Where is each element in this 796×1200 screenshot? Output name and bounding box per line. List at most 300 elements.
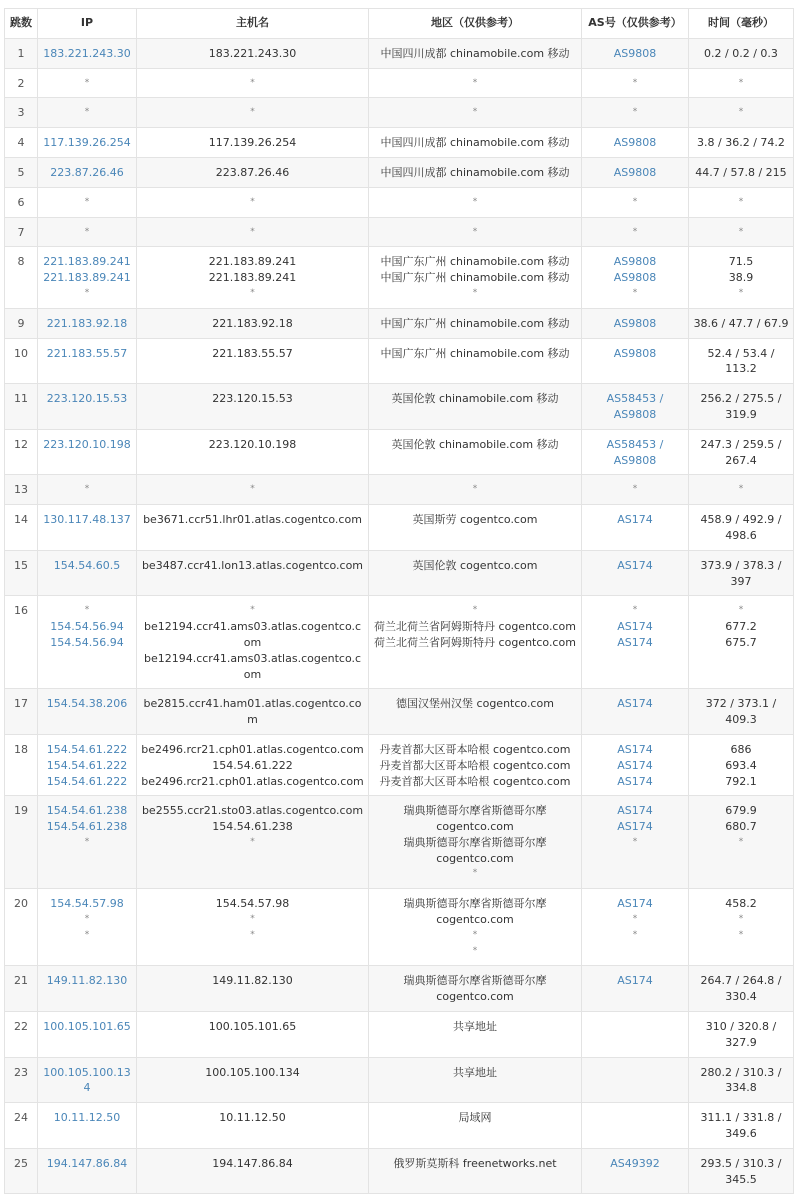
region-cell [369, 689, 582, 735]
hostname-cell [137, 889, 369, 966]
as-cell [582, 429, 689, 475]
ip-link[interactable]: 154.54.38.206 [46, 697, 128, 711]
hostname-cell [137, 1012, 369, 1058]
no-response-marker: * [472, 196, 478, 207]
as-link[interactable]: AS49392 [610, 1156, 660, 1170]
ip-link[interactable]: 130.117.48.137 [43, 513, 131, 527]
host-text: 117.139.26.254 [208, 136, 297, 150]
hop-cell: 21 [5, 966, 38, 1012]
time-cell [689, 550, 794, 596]
time-cell [689, 1148, 794, 1194]
table-row [5, 128, 794, 158]
ip-link[interactable]: 154.54.56.94 [50, 635, 124, 649]
hop-cell: 10 [5, 338, 38, 384]
as-link[interactable]: AS174 [617, 620, 653, 634]
header-ip: IP [38, 9, 137, 39]
hop-cell: 24 [5, 1103, 38, 1149]
hop-cell: 14 [5, 505, 38, 551]
no-response-marker: * [632, 914, 638, 925]
hostname-cell [137, 1148, 369, 1194]
ip-link[interactable]: 154.54.61.222 [46, 758, 128, 772]
hop-cell: 13 [5, 475, 38, 505]
hop-cell: 9 [5, 308, 38, 338]
as-cell [582, 505, 689, 551]
table-row [5, 217, 794, 247]
hostname-cell [137, 1103, 369, 1149]
table-row [5, 796, 794, 889]
header-hop: 跳数 [5, 9, 38, 39]
hop-cell: 12 [5, 429, 38, 475]
region-text: 中国广东广州 chinamobile.com 移动 [380, 316, 570, 330]
region-text: 中国四川成都 chinamobile.com 移动 [380, 136, 570, 150]
hop-cell: 7 [5, 217, 38, 247]
hop-cell: 16 [5, 596, 38, 689]
no-response-marker: * [84, 914, 90, 925]
region-text: 中国广东广州 chinamobile.com 移动 [380, 346, 570, 360]
region-cell [369, 157, 582, 187]
no-response-marker: * [472, 77, 478, 88]
time-text: 693.4 [725, 758, 757, 772]
traceroute-table-container [4, 8, 793, 1194]
no-response-marker: * [84, 484, 90, 495]
hop-cell: 19 [5, 796, 38, 889]
time-text: 458.2 [725, 897, 757, 911]
time-cell [689, 308, 794, 338]
table-row [5, 68, 794, 98]
host-text: 223.120.15.53 [212, 392, 293, 406]
no-response-marker: * [632, 287, 638, 298]
no-response-marker: * [250, 929, 255, 940]
table-row [5, 98, 794, 128]
ip-link[interactable]: 117.139.26.254 [43, 136, 131, 150]
hop-cell: 2 [5, 68, 38, 98]
hop-cell: 20 [5, 889, 38, 966]
ip-link[interactable]: 223.120.10.198 [43, 437, 131, 451]
ip-link[interactable]: 10.11.12.50 [53, 1111, 121, 1125]
host-text: 149.11.82.130 [212, 974, 293, 988]
no-response-marker: * [250, 287, 255, 298]
ip-link[interactable]: 149.11.82.130 [46, 974, 128, 988]
region-text: 中国四川成都 chinamobile.com 移动 [380, 46, 570, 60]
ip-link[interactable]: 154.54.61.222 [46, 742, 128, 756]
time-cell [689, 157, 794, 187]
time-text: 256.2 / 275.5 / 319.9 [700, 392, 782, 421]
ip-cell [38, 384, 137, 430]
host-text: 221.183.92.18 [212, 316, 293, 330]
region-cell [369, 338, 582, 384]
hop-cell: 1 [5, 38, 38, 68]
region-cell [369, 98, 582, 128]
ip-cell [38, 68, 137, 98]
as-link[interactable]: AS174 [617, 758, 653, 772]
table-row [5, 596, 794, 689]
hostname-cell [137, 505, 369, 551]
time-text: 293.5 / 310.3 / 345.5 [700, 1156, 782, 1186]
hostname-cell [137, 98, 369, 128]
table-body [5, 38, 794, 1194]
region-cell [369, 308, 582, 338]
as-cell [582, 734, 689, 795]
ip-cell [38, 1103, 137, 1149]
ip-link[interactable]: 100.105.100.134 [43, 1065, 131, 1095]
hostname-cell [137, 157, 369, 187]
region-cell [369, 38, 582, 68]
as-cell [582, 338, 689, 384]
region-text: 瑞典斯德哥尔摩省斯德哥尔摩 cogentco.com [403, 897, 547, 927]
ip-link[interactable]: 223.120.15.53 [46, 392, 128, 406]
hop-cell: 8 [5, 247, 38, 308]
header-hostname: 主机名 [137, 9, 369, 39]
time-text: 264.7 / 264.8 / 330.4 [700, 974, 782, 1004]
time-text: 247.3 / 259.5 / 267.4 [700, 437, 782, 467]
time-text: 44.7 / 57.8 / 215 [695, 165, 787, 179]
as-cell [582, 1012, 689, 1058]
hop-cell: 25 [5, 1148, 38, 1194]
region-cell [369, 505, 582, 551]
no-response-marker: * [84, 929, 90, 940]
as-cell [582, 187, 689, 217]
hop-cell: 5 [5, 157, 38, 187]
ip-cell [38, 889, 137, 966]
ip-cell [38, 1057, 137, 1103]
host-text: 223.120.10.198 [208, 437, 297, 451]
time-text: 3.8 / 36.2 / 74.2 [697, 136, 785, 150]
time-cell [689, 98, 794, 128]
time-text: 675.7 [725, 635, 757, 649]
no-response-marker: * [472, 605, 478, 616]
hostname-cell [137, 550, 369, 596]
hostname-cell [137, 689, 369, 735]
as-cell [582, 1103, 689, 1149]
region-text: 英国伦敦 chinamobile.com 移动 [391, 392, 559, 406]
time-cell [689, 247, 794, 308]
ip-link[interactable]: 154.54.61.238 [46, 820, 128, 834]
region-text: 德国汉堡州汉堡 cogentco.com [396, 697, 554, 711]
no-response-marker: * [738, 226, 744, 237]
as-link[interactable]: AS58453 / AS9808 [606, 437, 664, 467]
host-text: 154.54.57.98 [215, 897, 290, 911]
as-cell [582, 1148, 689, 1194]
ip-link[interactable]: 100.105.101.65 [43, 1020, 131, 1034]
as-link[interactable]: AS9808 [613, 316, 657, 330]
as-cell [582, 157, 689, 187]
no-response-marker: * [84, 605, 90, 616]
time-text: 280.2 / 310.3 / 334.8 [700, 1065, 782, 1095]
region-cell [369, 1012, 582, 1058]
as-link[interactable]: AS174 [617, 558, 653, 572]
region-cell [369, 475, 582, 505]
no-response-marker: * [472, 868, 478, 879]
hop-cell: 23 [5, 1057, 38, 1103]
time-text: 373.9 / 378.3 / 397 [700, 558, 782, 588]
hostname-cell [137, 308, 369, 338]
no-response-marker: * [738, 287, 744, 298]
table-row [5, 308, 794, 338]
no-response-marker: * [84, 196, 90, 207]
no-response-marker: * [250, 226, 255, 237]
region-text: 瑞典斯德哥尔摩省斯德哥尔摩 cogentco.com [403, 835, 547, 865]
time-cell [689, 429, 794, 475]
host-text: 221.183.89.241 [208, 255, 297, 269]
ip-link[interactable]: 221.183.89.241 [43, 271, 131, 285]
ip-link[interactable]: 194.147.86.84 [46, 1156, 128, 1170]
host-text: be2815.ccr41.ham01.atlas.cogentco.com [143, 697, 362, 727]
no-response-marker: * [738, 107, 744, 118]
as-link[interactable]: AS9808 [613, 165, 657, 179]
no-response-marker: * [250, 77, 255, 88]
time-cell [689, 384, 794, 430]
time-text: 311.1 / 331.8 / 349.6 [700, 1111, 782, 1141]
ip-link[interactable]: 154.54.57.98 [50, 897, 124, 911]
region-text: 丹麦首都大区哥本哈根 cogentco.com [379, 774, 571, 788]
host-text: 100.105.100.134 [205, 1065, 300, 1079]
table-row [5, 338, 794, 384]
no-response-marker: * [632, 605, 638, 616]
no-response-marker: * [632, 77, 638, 88]
host-text: 194.147.86.84 [212, 1156, 293, 1170]
no-response-marker: * [250, 605, 255, 616]
ip-link[interactable]: 221.183.92.18 [46, 316, 128, 330]
region-cell [369, 384, 582, 430]
host-text: be12194.ccr41.ams03.atlas.cogentco.com [143, 651, 362, 681]
time-text: 52.4 / 53.4 / 113.2 [707, 346, 775, 376]
host-text: 221.183.55.57 [212, 346, 293, 360]
region-cell [369, 68, 582, 98]
as-cell [582, 475, 689, 505]
header-region: 地区（仅供参考） [369, 9, 582, 39]
as-cell [582, 796, 689, 889]
region-cell [369, 128, 582, 158]
hop-cell: 11 [5, 384, 38, 430]
table-row [5, 157, 794, 187]
host-text: 154.54.61.222 [212, 758, 293, 772]
no-response-marker: * [472, 287, 478, 298]
host-text: 223.87.26.46 [215, 165, 290, 179]
region-cell [369, 596, 582, 689]
hostname-cell [137, 734, 369, 795]
hostname-cell [137, 338, 369, 384]
ip-cell [38, 1012, 137, 1058]
host-text: 183.221.243.30 [208, 46, 297, 60]
ip-cell [38, 734, 137, 795]
as-cell [582, 384, 689, 430]
traceroute-table [4, 8, 794, 1194]
region-text: 瑞典斯德哥尔摩省斯德哥尔摩 cogentco.com [403, 804, 547, 834]
host-text: be2555.ccr21.sto03.atlas.cogentco.com [141, 804, 364, 818]
no-response-marker: * [84, 836, 90, 847]
region-text: 英国伦敦 chinamobile.com 移动 [391, 437, 559, 451]
as-link[interactable]: AS9808 [613, 46, 657, 60]
ip-cell [38, 128, 137, 158]
as-link[interactable]: AS174 [617, 897, 653, 911]
table-row [5, 1103, 794, 1149]
hop-cell: 17 [5, 689, 38, 735]
ip-cell [38, 550, 137, 596]
hostname-cell [137, 38, 369, 68]
as-cell [582, 68, 689, 98]
table-header-row [5, 9, 794, 39]
no-response-marker: * [632, 226, 638, 237]
time-text: 0.2 / 0.2 / 0.3 [704, 46, 778, 60]
host-text: 154.54.61.238 [212, 820, 293, 834]
region-text: 俄罗斯莫斯科 freenetworks.net [393, 1156, 557, 1170]
hostname-cell [137, 429, 369, 475]
time-text: 38.6 / 47.7 / 67.9 [693, 316, 789, 330]
ip-link[interactable]: 154.54.56.94 [50, 620, 124, 634]
ip-link[interactable]: 154.54.61.238 [46, 804, 128, 818]
no-response-marker: * [250, 914, 255, 925]
hostname-cell [137, 1057, 369, 1103]
region-text: 荷兰北荷兰省阿姆斯特丹 cogentco.com [374, 635, 576, 649]
region-cell [369, 550, 582, 596]
table-row [5, 966, 794, 1012]
no-response-marker: * [738, 77, 744, 88]
no-response-marker: * [250, 836, 255, 847]
ip-link[interactable]: 223.87.26.46 [50, 165, 124, 179]
table-row [5, 384, 794, 430]
time-cell [689, 38, 794, 68]
no-response-marker: * [738, 605, 744, 616]
region-text: 瑞典斯德哥尔摩省斯德哥尔摩 cogentco.com [403, 974, 547, 1004]
time-cell [689, 1057, 794, 1103]
no-response-marker: * [738, 196, 744, 207]
as-link[interactable]: AS174 [617, 974, 653, 988]
as-cell [582, 98, 689, 128]
ip-cell [38, 247, 137, 308]
no-response-marker: * [84, 287, 90, 298]
hop-cell: 4 [5, 128, 38, 158]
time-text: 38.9 [728, 271, 754, 285]
region-text: 中国广东广州 chinamobile.com 移动 [380, 255, 570, 269]
table-row [5, 505, 794, 551]
as-cell [582, 308, 689, 338]
no-response-marker: * [632, 836, 638, 847]
hop-cell: 3 [5, 98, 38, 128]
region-text: 丹麦首都大区哥本哈根 cogentco.com [379, 742, 571, 756]
ip-cell [38, 338, 137, 384]
ip-cell [38, 596, 137, 689]
time-cell [689, 966, 794, 1012]
no-response-marker: * [738, 484, 744, 495]
as-cell [582, 889, 689, 966]
time-text: 372 / 373.1 / 409.3 [705, 697, 777, 727]
time-cell [689, 1103, 794, 1149]
time-cell [689, 889, 794, 966]
as-link[interactable]: AS58453 / AS9808 [606, 392, 664, 421]
as-link[interactable]: AS174 [617, 820, 653, 834]
hostname-cell [137, 68, 369, 98]
as-link[interactable]: AS9808 [613, 346, 657, 360]
table-row [5, 889, 794, 966]
hostname-cell [137, 966, 369, 1012]
hop-cell: 6 [5, 187, 38, 217]
as-cell [582, 596, 689, 689]
no-response-marker: * [84, 77, 90, 88]
ip-cell [38, 1148, 137, 1194]
no-response-marker: * [632, 196, 638, 207]
as-cell [582, 128, 689, 158]
time-text: 792.1 [725, 774, 757, 788]
time-text: 677.2 [725, 620, 757, 634]
as-link[interactable]: AS9808 [613, 255, 657, 269]
table-row [5, 429, 794, 475]
no-response-marker: * [250, 484, 255, 495]
no-response-marker: * [84, 107, 90, 118]
time-cell [689, 689, 794, 735]
as-link[interactable]: AS174 [617, 635, 653, 649]
region-cell [369, 1148, 582, 1194]
ip-cell [38, 217, 137, 247]
hop-cell: 18 [5, 734, 38, 795]
host-text: be12194.ccr41.ams03.atlas.cogentco.com [143, 620, 362, 649]
ip-cell [38, 505, 137, 551]
as-link[interactable]: AS174 [617, 742, 653, 756]
time-cell [689, 128, 794, 158]
region-cell [369, 734, 582, 795]
ip-cell [38, 157, 137, 187]
ip-link[interactable]: 221.183.89.241 [43, 255, 131, 269]
hostname-cell [137, 187, 369, 217]
table-row [5, 734, 794, 795]
as-link[interactable]: AS9808 [613, 136, 657, 150]
no-response-marker: * [250, 107, 255, 118]
hostname-cell [137, 247, 369, 308]
as-link[interactable]: AS174 [617, 804, 653, 818]
table-row [5, 475, 794, 505]
as-link[interactable]: AS9808 [613, 271, 657, 285]
no-response-marker: * [632, 929, 638, 940]
as-link[interactable]: AS174 [617, 697, 653, 711]
hostname-cell [137, 796, 369, 889]
host-text: 10.11.12.50 [219, 1111, 286, 1125]
region-cell [369, 217, 582, 247]
as-link[interactable]: AS174 [617, 774, 653, 788]
hostname-cell [137, 217, 369, 247]
hostname-cell [137, 128, 369, 158]
region-text: 英国伦敦 cogentco.com [412, 558, 538, 572]
ip-link[interactable]: 221.183.55.57 [46, 346, 128, 360]
region-cell [369, 247, 582, 308]
as-cell [582, 689, 689, 735]
region-text: 英国斯劳 cogentco.com [412, 513, 538, 527]
time-cell [689, 734, 794, 795]
table-row [5, 247, 794, 308]
table-row [5, 1012, 794, 1058]
hostname-cell [137, 384, 369, 430]
time-cell [689, 1012, 794, 1058]
header-as: AS号（仅供参考） [582, 9, 689, 39]
region-text: 共享地址 [453, 1020, 497, 1034]
ip-link[interactable]: 183.221.243.30 [43, 46, 131, 60]
region-cell [369, 187, 582, 217]
as-link[interactable]: AS174 [617, 513, 653, 527]
header-time: 时间（毫秒） [689, 9, 794, 39]
time-text: 71.5 [728, 255, 754, 269]
region-text: 丹麦首都大区哥本哈根 cogentco.com [379, 758, 571, 772]
time-cell [689, 187, 794, 217]
no-response-marker: * [250, 196, 255, 207]
host-text: be2496.rcr21.cph01.atlas.cogentco.com [141, 774, 364, 788]
host-text: be2496.rcr21.cph01.atlas.cogentco.com [141, 742, 364, 756]
time-cell [689, 475, 794, 505]
region-text: 中国四川成都 chinamobile.com 移动 [380, 165, 570, 179]
ip-link[interactable]: 154.54.61.222 [46, 774, 128, 788]
region-cell [369, 1103, 582, 1149]
ip-link[interactable]: 154.54.60.5 [53, 558, 121, 572]
time-cell [689, 68, 794, 98]
no-response-marker: * [472, 107, 478, 118]
time-text: 679.9 [725, 804, 757, 818]
